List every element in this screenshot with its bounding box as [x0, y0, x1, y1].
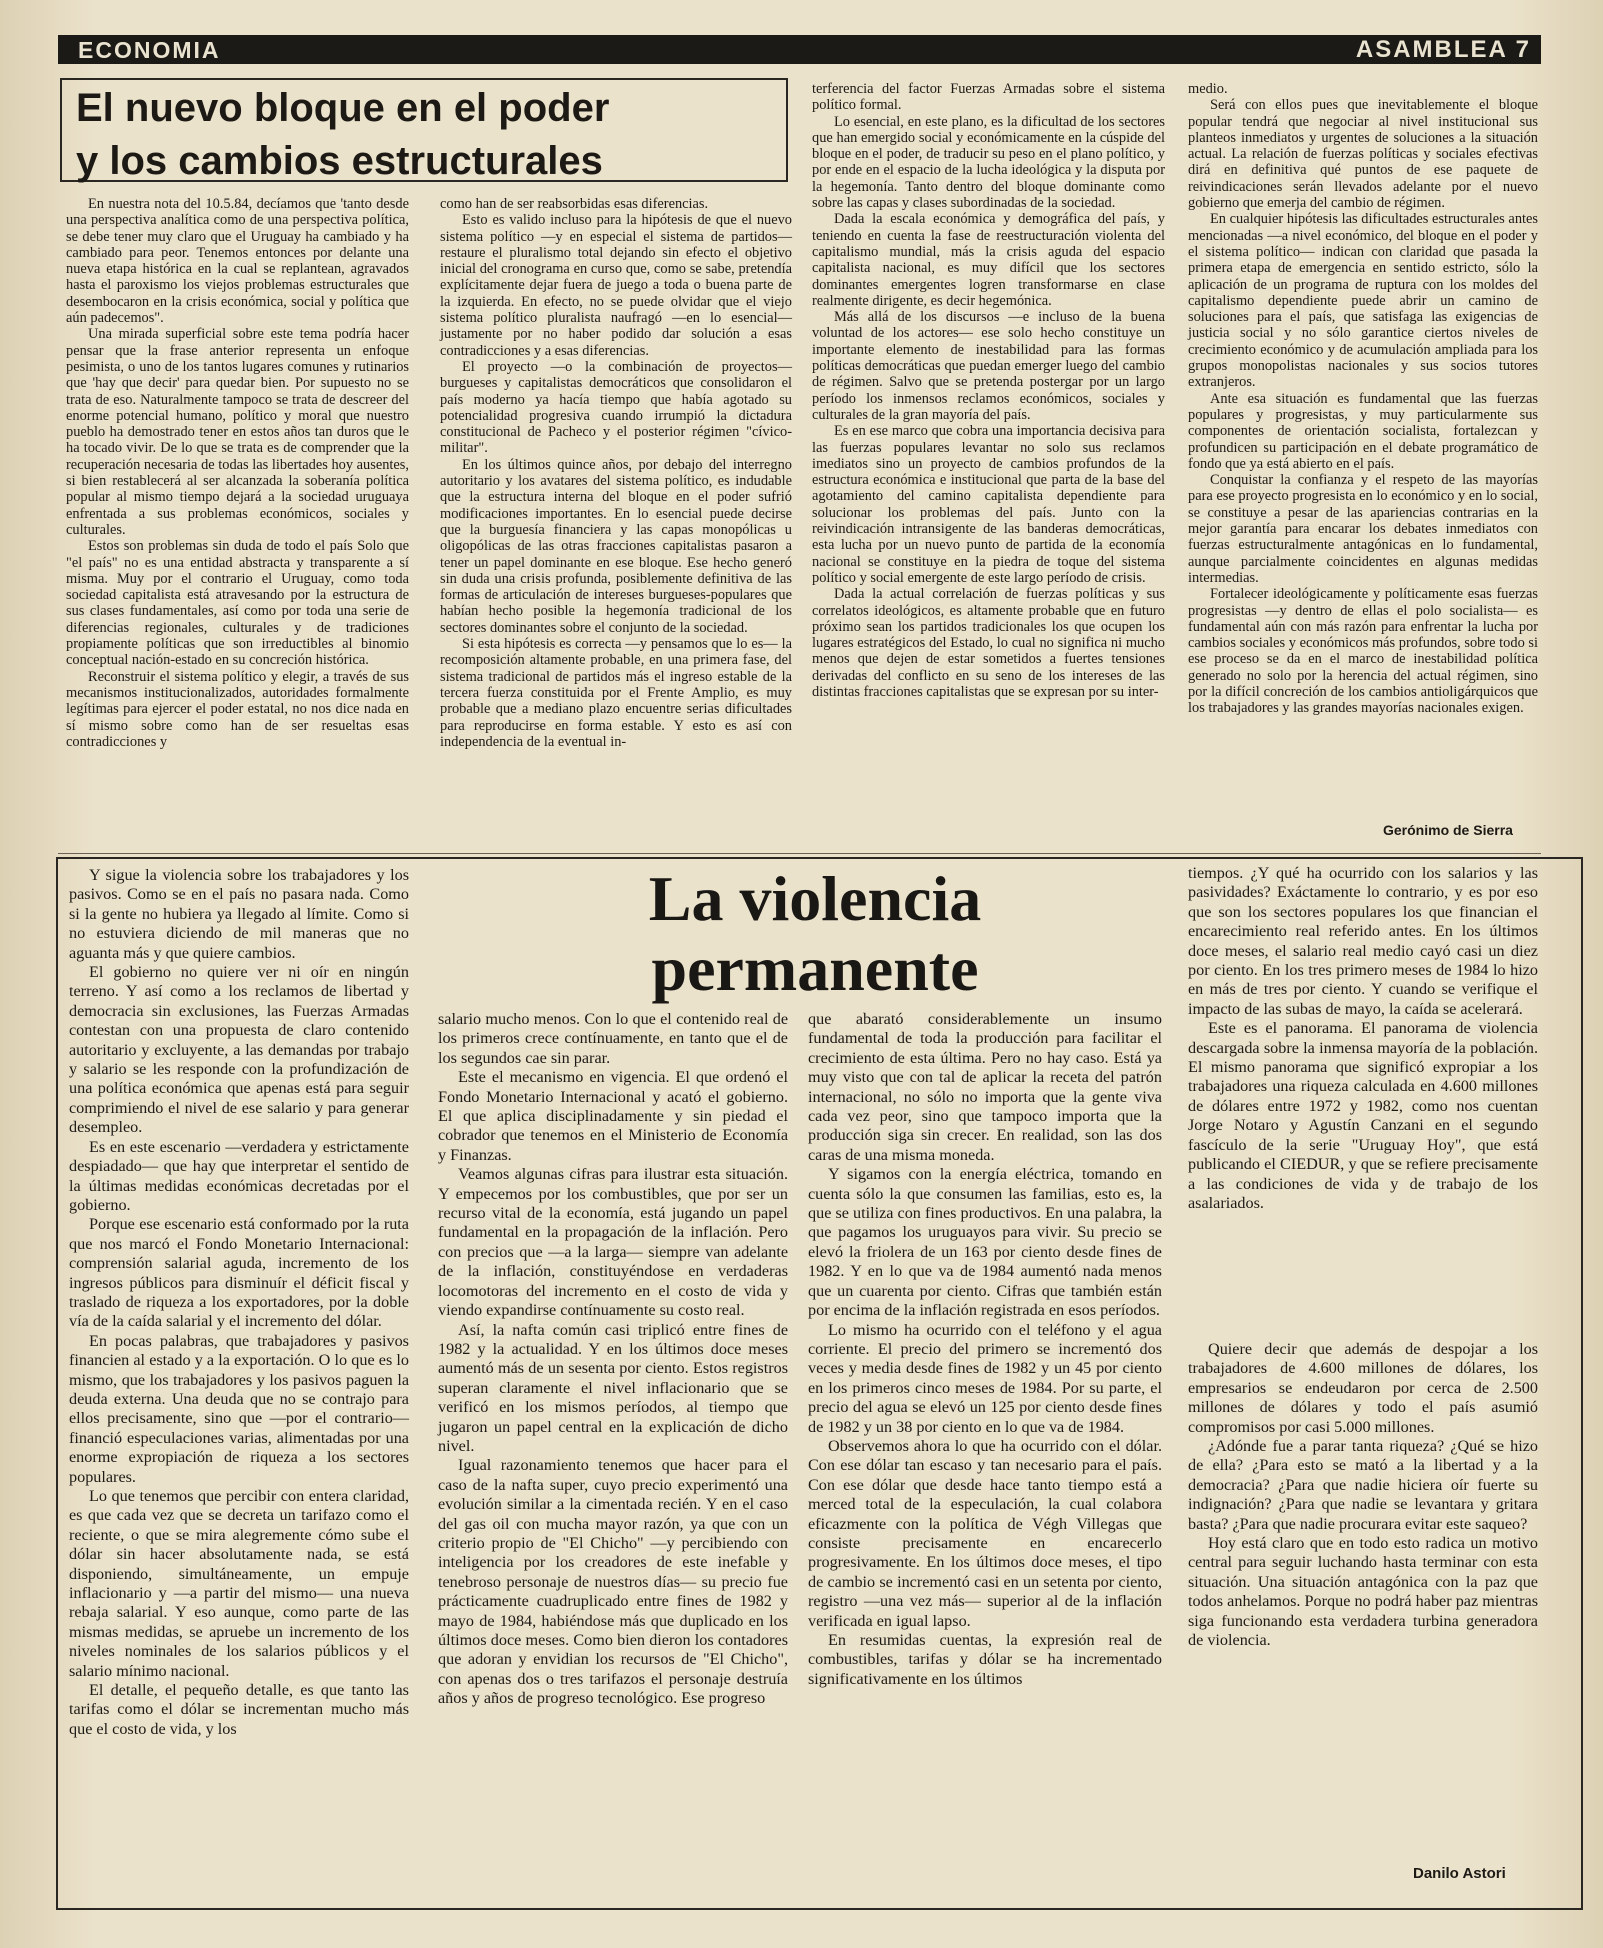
paragraph: En resumidas cuentas, la expresión real de combustibles, tarifas y dólar se ha incrementado significativamente en los últimos [808, 1631, 1162, 1688]
article1-title-box [60, 78, 788, 182]
article2-author: Danilo Astori [1413, 1865, 1506, 1882]
article2-column-3 [808, 1010, 1162, 1689]
section-header-bar [58, 35, 1541, 64]
article1-title-line1: El nuevo bloque en el poder [76, 86, 610, 130]
article2-column-2 [438, 1010, 788, 1709]
article1-column-2 [440, 196, 792, 750]
paragraph: Es en ese marco que cobra una importancia decisiva para las fuerzas populares levantar no solo sus reclamos imediatos sino un proyecto de cambios profundos de la estructura económica e institucional que parta de la base del agotamiento del camino capitalista dependiente para solucionar los problemas del país. Junto con la reivindicación intransigente de las banderas democráticas, esta lucha por un nuevo punto de partida de la economía nacional se constituye en la piedra de toque del sistema político y social emergente de este largo período de crisis. [812, 423, 1165, 586]
paragraph: Estos son problemas sin duda de todo el país Solo que "el país" no es una entidad abstracta y transparente a sí misma. Muy por el contrario el Uruguay, como toda sociedad capitalista está atravesando por la estructura de sus clases fundamentales, así como por toda una serie de diferencias regionales, culturales y de tradiciones propiamente políticas que son irreductibles al binomio conceptual nación-estado en su concreción histórica. [66, 538, 409, 669]
paragraph: Porque ese escenario está conformado por la ruta que nos marcó el Fondo Monetario Internacional: comprensión salarial aguda, incremento de los ingresos públicos para disminuír el déficit fiscal y traslado de riqueza a los exportadores, por la doble vía de la caída salarial y el incremento del dólar. [69, 1215, 409, 1331]
paragraph: que abarató considerablemente un insumo fundamental de toda la producción para facilitar el crecimiento de esta última. Pero no hay caso. Está ya muy visto que con tal de aplicar la receta del patrón internacional, no sólo no importa que la gente viva cada vez peor, sino que tampoco importa que la producción siga sin crecer. En realidad, son las dos caras de una misma moneda. [808, 1010, 1162, 1164]
paragraph: Ante esa situación es fundamental que las fuerzas populares y progresistas, y muy particularmente sus componentes de orientación socialista, fortalezcan y profundicen su participación en el debate programático de fondo que ya está abierto en el país. [1188, 390, 1538, 472]
paragraph: Lo esencial, en este plano, es la dificultad de los sectores que han emergido social y económicamente en la cúspide del bloque en el poder, de traducir su peso en el plano político, y por ende en el espacio de la lucha ideológica y la disputa por la hegemonía. Tanto dentro del bloque dominante como sobre las capas y clases subordinadas de la sociedad. [812, 113, 1165, 212]
page-number: ASAMBLEA 7 [1355, 36, 1531, 63]
article2-column-1 [69, 866, 409, 1739]
paragraph: Reconstruir el sistema político y elegir, a través de sus mecanismos institucionalizados, autoridades formalmente legítimas para ejercer el poder estatal, no nos dice nada en sí mismo sobre como han de ser resueltas esas contradicciones y [66, 668, 409, 750]
paragraph: Una mirada superficial sobre este tema podría hacer pensar que la frase anterior representa un enfoque pesimista, o uno de los tantos lugares comunes y rutinarios que 'hay que decir' para quedar bien. Por supuesto no se trata de eso. Naturalmente tampoco se trata de descreer del enorme potencial humano, político y moral que nuestro pueblo ha demostrado tener en estos años tan duros que le ha tocado vivir. De lo que se trata es de comprender que la recuperación necesaria de todas las libertades hoy ausentes, si bien restablecerá al ser alcanzada la soberanía política popular al mismo tiempo dejará a la sociedad uruguaya enfrentada a sus problemas económicos, sociales y culturales. [66, 326, 409, 538]
paragraph: ¿Adónde fue a parar tanta riqueza? ¿Qué se hizo de ella? ¿Para esto se mató a la libertad y a la democracia? ¿Para que nadie hiciera oír fuerte su indignación? ¿Para que nadie se levantara y gritara basta? ¿Para que nadie procurara evitar este saqueo? [1188, 1437, 1538, 1533]
paragraph: Y sigue la violencia sobre los trabajadores y los pasivos. Como se en el país no pasara nada. Como si la gente no hubiera ya llegado al límite. Como si no estuviera diciendo de mil maneras que no aguanta más y que quiere cambios. [69, 866, 409, 962]
article1-column-1 [66, 196, 409, 750]
paragraph: como han de ser reabsorbidas esas diferencias. [440, 196, 709, 212]
paragraph: Dada la actual correlación de fuerzas políticas y sus correlatos ideológicos, es altamente probable que en futuro próximo sean los partidos tradicionales los que ocupen los lugares estratégicos del Estado, lo cual no significa ni mucho menos que dejen de estar sometidos a fuertes tensiones derivadas del conflicto en su seno de los intereses de las distintas fracciones capitalistas que se expresan por su inter- [812, 586, 1165, 700]
paragraph: Dada la escala económica y demográfica del país, y teniendo en cuenta la fase de reestructuración violenta del capitalismo mundial, más la crisis aguda del espacio capitalista nacional, es muy difícil que los sectores dominantes emergentes logren transformarse en clase realmente dirigente, es decir hegemónica. [812, 211, 1165, 309]
paragraph: El detalle, el pequeño detalle, es que tanto las tarifas como el dólar se incrementan mucho más que el costo de vida, y los [69, 1681, 409, 1738]
paragraph: Igual razonamiento tenemos que hacer para el caso de la nafta super, cuyo precio experimentó una evolución similar a la cimentada recién. Y en el caso del gas oil con mucha mayor razón, ya que con un criterio propio de "El Chicho" —y percibiendo con inteligencia por los creadores de este inefable y tenebroso personaje de nuestros días— su precio fue prácticamente cuadruplicado entre fines de 1982 y mayo de 1984, habiéndose más que duplicado en los últimos doce meses. Como bien dieron los contadores que adoran y envidian los recursos de "El Chicho", con apenas dos o tres tarifazos el personaje destruía años y años de progreso tecnológico. Ese progreso [438, 1456, 788, 1708]
paragraph: Más allá de los discursos —e incluso de la buena voluntad de los actores— ese solo hecho constituye un importante elemento de inestabilidad para las formas políticas democráticas que puedan emerger luego del cambio de régimen. Salvo que se pretenda postergar por un largo período los inmensos reclamos económicos, sociales y culturales de la gran mayoría del país. [812, 309, 1165, 423]
article1-column-4 [1188, 81, 1538, 717]
paragraph: Así, la nafta común casi triplicó entre fines de 1982 y la actualidad. Y en los últimos doce meses aumentó más de un sesenta por ciento. Estos registros superan claramente el nivel inflacionario que se verificó en los mismos períodos, al tiempo que jugaron un papel central en la explicación de dicho nivel. [438, 1320, 788, 1455]
article2-title [580, 864, 1050, 1004]
article1-author: Gerónimo de Sierra [1383, 822, 1513, 838]
paragraph: El gobierno no quiere ver ni oír en ningún terreno. Y así como a los reclamos de libertad y democracia sin exclusiones, las Fuerzas Armadas contestan con una propuesta de claro contenido autoritario y excluyente, a las demandas por trabajo y salario se les responde con la profundización de una política económica que apenas está para seguir comprimiendo el nivel de ese salario y para generar desempleo. [69, 963, 409, 1137]
paragraph: Será con ellos pues que inevitablemente el bloque popular tendrá que negociar al nivel institucional sus planteos inmediatos y urgentes de soluciones a la situación actual. La relación de fuerzas políticas y sociales efectivas dirá en definitiva qué puntos de ese paquete de reivindicaciones serán llevados adelante por el nuevo gobierno que emerja del cambio de régimen. [1188, 97, 1538, 212]
article1-title-line2: y los cambios estructurales [76, 139, 603, 183]
paragraph: salario mucho menos. Con lo que el contenido real de los primeros crece contínuamente, en tanto que el de los segundos cae sin parar. [438, 1010, 788, 1067]
section-name: ECONOMIA [78, 37, 221, 63]
paragraph: Quiere decir que además de despojar a los trabajadores de 4.600 millones de dólares, los empresarios se endeudaron por cerca de 2.500 millones de dólares y todo el país asumió compromisos por casi 5.000 millones. [1188, 1340, 1538, 1436]
paragraph: tiempos. ¿Y qué ha ocurrido con los salarios y las pasividades? Exáctamente lo contrario, y es por eso que son los sectores populares los que financian el encarecimiento real referido antes. En los últimos doce meses, el salario real medio cayó casi un diez por ciento. En los tres primero meses de 1984 lo hizo en más de tres por ciento. Y cuando se verifique el impacto de las subas de mayo, la caída se acelerará. [1188, 864, 1538, 1018]
paragraph: Veamos algunas cifras para ilustrar esta situación. Y empecemos por los combustibles, que por ser un recurso vital de la economía, está jugando un papel fundamental en la propagación de la inflación. Pero con precios que —a la larga— siempre van adelante de la inflación, constituyéndose en verdaderas locomotoras del incremento en el costo de vida y viendo expandirse contínuamente su costo real. [438, 1165, 788, 1320]
article2-title-line1: La violencia [648, 863, 982, 934]
paragraph: Hoy está claro que en todo esto radica un motivo central para seguir luchando hasta terminar con esta situación. Una situación antagónica con la paz que todos anhelamos. Porque no podrá haber paz mientras siga funcionando esta verdadera turbina generadora de violencia. [1188, 1534, 1538, 1650]
paragraph: Y sigamos con la energía eléctrica, tomando en cuenta sólo la que consumen las familias, esto es, la que se utiliza con fines productivos. En una palabra, la que pagamos los uruguayos para vivir. Su precio se elevó la friolera de un 163 por ciento desde fines de 1982. Y en lo que va de 1984 aumentó nada menos que un cuarenta por ciento. Cifras que también están por encima de la inflación registrada en esos períodos. [808, 1165, 1162, 1320]
article-divider-rule [58, 853, 1541, 854]
paragraph: En pocas palabras, que trabajadores y pasivos financien al estado y a la exportación. O lo que es lo mismo, que los trabajadores y los pasivos paguen la deuda externa. Una deuda que no se contrajo para ellos precisamente, sino que —por el contrario— financió especulaciones varias, alimentadas por una enorme expropiación de riqueza a los sectores populares. [69, 1331, 409, 1486]
paragraph: terferencia del factor Fuerzas Armadas sobre el sistema político formal. [812, 81, 1165, 114]
article2-title-line2: permanente [651, 933, 979, 1004]
paragraph: En cualquier hipótesis las dificultades estructurales antes mencionadas —a nivel económico, del bloque en el poder y el sistema político— indican con claridad que pasada la primera etapa de emergencia en sentido estricto, sólo la aplicación de un programa de ruptura con los moldes del capitalismo dependiente puede abrir un camino de soluciones para el país, que satisfaga las exigencias de justicia social y no sólo garantice ciertos niveles de crecimiento económico y de acumulación ampliada para los grupos monopolistas nacionales y sus socios tutores extranjeros. [1188, 211, 1538, 391]
paragraph: Fortalecer ideológicamente y políticamente esas fuerzas progresistas —y dentro de ellas el polo socialista— es fundamental aún con más razón para enfrentar la lucha por cambios sociales y económicos más profundos, sobre todo si ese proceso se da en el marco de inestabilidad política generado no solo por la herencia del actual régimen, sino por la difícil concreción de los cambios antioligárquicos que los trabajadores y las grandes mayorías nacionales exigen. [1188, 586, 1538, 717]
paragraph: El proyecto —o la combinación de proyectos— burgueses y capitalistas democráticos que consolidaron el país moderno ya hacía tiempo que había agotado su potencialidad progresiva cuando irrumpió la dictadura constitucional de Pacheco y el posterior régimen "cívico-militar". [440, 358, 792, 457]
article1-column-3 [812, 81, 1165, 700]
paragraph: En nuestra nota del 10.5.84, decíamos que 'tanto desde una perspectiva analítica como de una perspectiva política, se debe tener muy claro que el Uruguay ha cambiado y ha cambiado para peor. Tenemos entonces por delante una nueva etapa histórica en la cual se replantean, agravados hasta el paroxismo los viejos problemas estructurales que desembocaron en la crisis económica, social y política que aún padecemos". [66, 196, 409, 327]
paragraph: Esto es valido incluso para la hipótesis de que el nuevo sistema político —y en especial el sistema de partidos— restaure el pluralismo total dejando sin efecto el objetivo inicial del cronograma en curso que, como se sabe, pretendía explícitamente dejar fuera de juego a toda o buena parte de la izquierda. En efecto, no se puede olvidar que el viejo sistema político pluralista naufragó —en lo esencial— justamente por no haber podido dar solución a esas contradicciones y a esas diferencias. [440, 212, 792, 359]
paragraph: Lo que tenemos que percibir con entera claridad, es que cada vez que se decreta un tarifazo como el reciente, o que se mira alegremente cómo sube el dólar sin hacer absolutamente nada, se está disponiendo, simultáneamente, un empuje inflacionario y —a partir del mismo— una nueva rebaja salarial. Y eso aunque, como parte de las mismas medidas, se apruebe un incremento de los niveles nominales de los salarios públicos y el salario mínimo nacional. [69, 1487, 409, 1680]
paragraph: En los últimos quince años, por debajo del interregno autoritario y los avatares del sistema político, es indudable que la estructura interna del bloque en el poder sufrió modificaciones importantes. En lo esencial puede decirse que la burguesía financiera y las capas monopólicas u oligopólicas de las otras fracciones capitalistas pasaron a tener un papel dominante en ese bloque. Ese hecho generó sin duda una crisis profunda, posiblemente definitiva de las formas de articulación de intereses burgueses-populares que habían hecho posible la hegemonía tradicional de los sectores dominantes sobre el conjunto de la sociedad. [440, 456, 792, 636]
paragraph: Lo mismo ha ocurrido con el teléfono y el agua corriente. El precio del primero se incrementó dos veces y media desde fines de 1982 y un 45 por ciento en los primeros cinco meses de 1984. Por su parte, el precio del agua se elevó un 125 por ciento desde fines de 1982 y un 38 por ciento en lo que va de 1984. [808, 1320, 1162, 1436]
paragraph: Si esta hipótesis es correcta —y pensamos que lo es— la recomposición altamente probable, en una primera fase, del sistema tradicional de partidos más el ingreso estable de la tercera fuerza constituida por el Frente Amplio, es muy probable que a mediano plazo encuentre serias dificultades para reproducirse en forma estable. Y esto es así con independencia de la eventual in- [440, 636, 792, 750]
article2-column-4 [1188, 864, 1538, 1213]
paragraph: Conquistar la confianza y el respeto de las mayorías para ese proyecto progresista en lo económico y en lo social, se constituye a pesar de las apariencias contrarias en la mejor garantía para encarar los debates inmediatos con fuerzas estructuralmente antagónicas en lo fundamental, aunque parcialmente coincidentes en algunas medidas intermedias. [1188, 472, 1538, 586]
paragraph: Es en este escenario —verdadera y estrictamente despiadado— que hay que interpretar el sentido de la últimas medidas económicas decretadas por el gobierno. [69, 1137, 409, 1214]
paragraph: Este el mecanismo en vigencia. El que ordenó el Fondo Monetario Internacional y acató el gobierno. El que aplica disciplinadamente y sin piedad el cobrador que tenemos en el Ministerio de Economía y Finanzas. [438, 1068, 788, 1164]
paragraph: Observemos ahora lo que ha ocurrido con el dólar. Con ese dólar tan escaso y tan necesario para el país. Con ese dólar que desde hace tanto tiempo está a merced total de la especulación, la cual colabora eficazmente con la política de Végh Villegas que consiste precisamente en encarecerlo progresivamente. En los últimos doce meses, el tipo de cambio se incrementó casi en un setenta por ciento, registro —una vez más— superior al de la inflación verificada en igual lapso. [808, 1436, 1162, 1630]
paragraph: medio. [1188, 81, 1228, 97]
article2-column-4-continued [1188, 1340, 1538, 1651]
paragraph: Este es el panorama. El panorama de violencia descargada sobre la inmensa mayoría de la población. El mismo panorama que significó expropiar a los trabajadores una riqueza calculada en 4.600 millones de dólares entre 1972 y 1982, como nos cuentan Jorge Notaro y Agustín Canzani en el segundo fascículo de la serie "Uruguay Hoy", que está publicando el CIEDUR, y que se refiere precisamente a las condiciones de vida y de trabajo de los asalariados. [1188, 1019, 1538, 1212]
